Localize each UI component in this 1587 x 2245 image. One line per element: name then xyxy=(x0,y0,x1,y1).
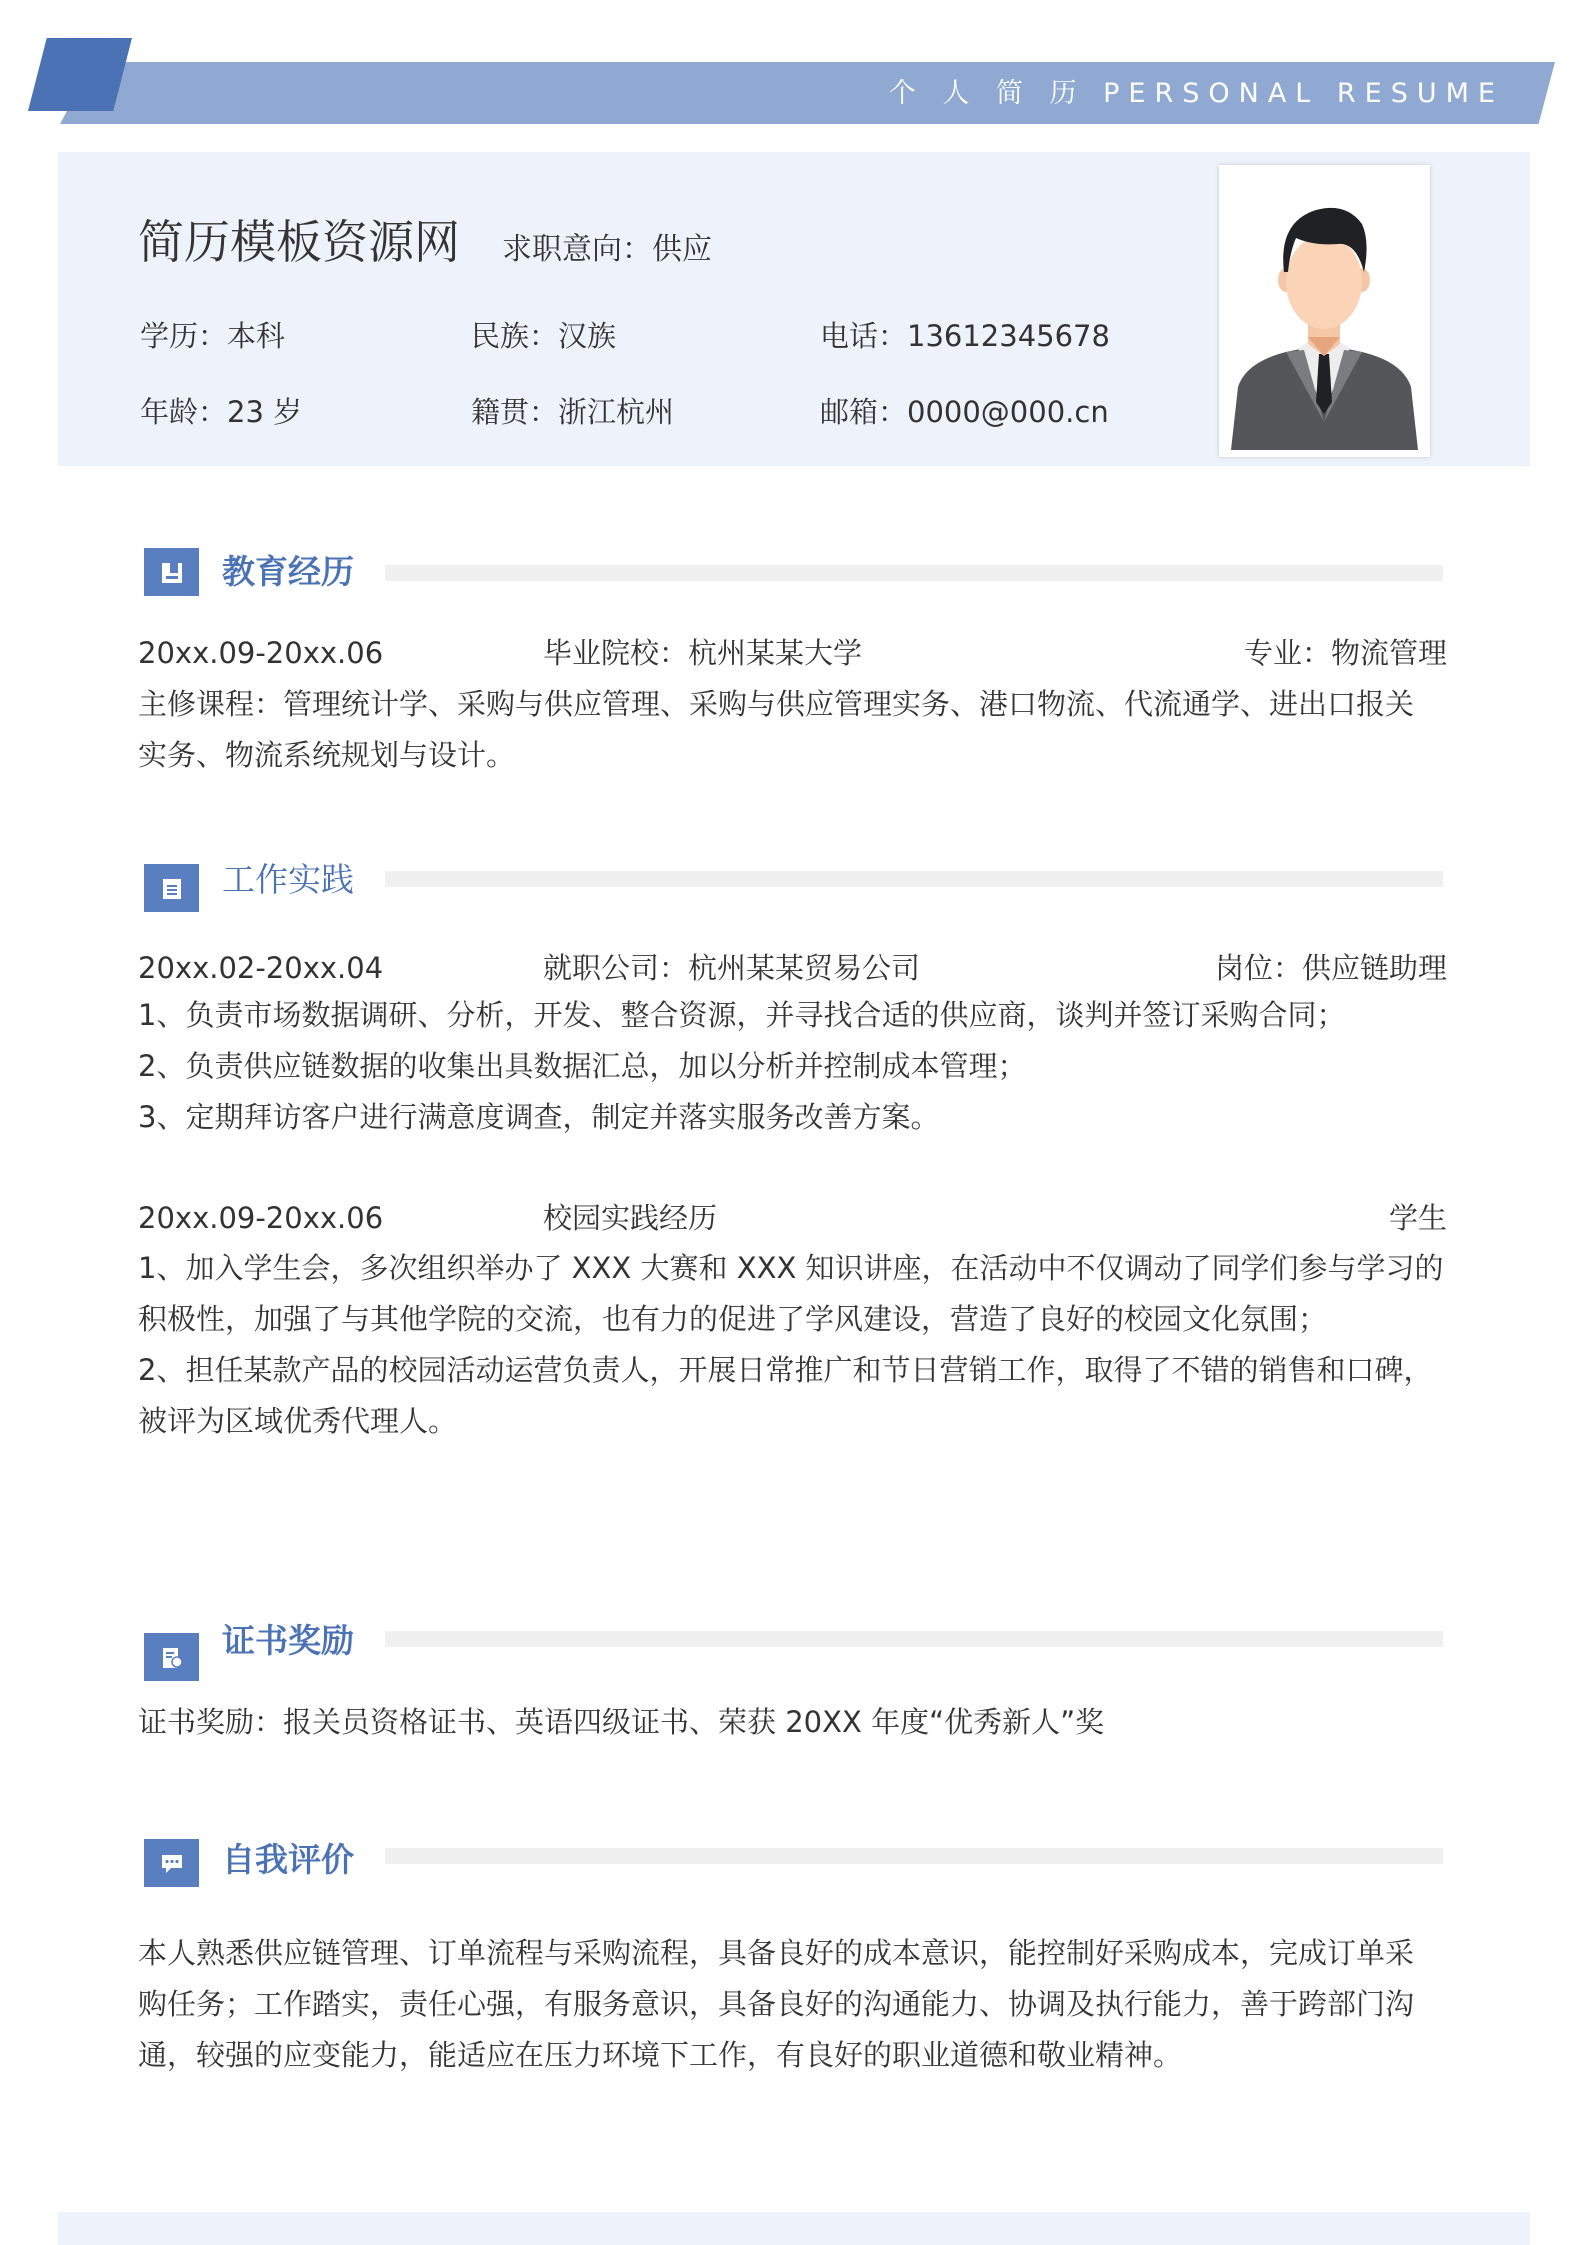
education-line: 实务、物流系统规划与设计。 xyxy=(138,738,516,772)
certificate-icon xyxy=(161,1647,183,1669)
profile-photo xyxy=(1219,165,1430,457)
education-date: 20xx.09-20xx.06 xyxy=(138,636,384,670)
ethnicity: 民族：汉族 xyxy=(471,319,617,353)
job-intent: 求职意向：供应 xyxy=(502,232,712,267)
job1-company: 就职公司：杭州某某贸易公司 xyxy=(543,951,921,985)
job2-date: 20xx.09-20xx.06 xyxy=(138,1201,384,1235)
education-major: 专业：物流管理 xyxy=(1243,636,1447,670)
education-school: 毕业院校：杭州某某大学 xyxy=(543,636,863,670)
section-divider xyxy=(385,1848,1443,1864)
self-line: 本人熟悉供应链管理、订单流程与采购流程，具备良好的成本意识，能控制好采购成本，完成订单采 xyxy=(138,1936,1415,1970)
work-section-icon xyxy=(144,864,199,912)
job1-date: 20xx.02-20xx.04 xyxy=(138,951,384,985)
age: 年龄：23 岁 xyxy=(140,395,303,429)
section-divider xyxy=(385,871,1443,887)
section-divider xyxy=(385,1631,1443,1647)
self-section-icon xyxy=(144,1839,199,1887)
chat-bubble-icon xyxy=(161,1853,183,1875)
self-line: 通，较强的应变能力，能适应在压力环境下工作，有良好的职业道德和敬业精神。 xyxy=(138,2038,1183,2072)
section-title-self: 自我评价 xyxy=(222,1840,354,1879)
job2-line: 1、加入学生会，多次组织举办了 XXX 大赛和 XXX 知识讲座，在活动中不仅调动了同学们参与学习的 xyxy=(138,1251,1444,1285)
email: 邮箱：0000@000.cn xyxy=(820,395,1109,429)
self-evaluation xyxy=(138,1928,1438,2081)
folder-icon xyxy=(161,562,183,584)
section-title-education: 教育经历 xyxy=(222,552,354,591)
job2-line: 被评为区域优秀代理人。 xyxy=(138,1404,458,1438)
education-section-icon xyxy=(144,548,199,596)
hometown: 籍贯：浙江杭州 xyxy=(471,395,675,429)
certificates-text: 证书奖励：报关员资格证书、英语四级证书、荣获 20XX 年度“优秀新人”奖 xyxy=(138,1705,1105,1739)
job2-line: 积极性，加强了与其他学院的交流，也有力的促进了学风建设，营造了良好的校园文化氛围； xyxy=(138,1302,1328,1336)
section-title-certificates: 证书奖励 xyxy=(222,1621,354,1660)
job1-line: 2、负责供应链数据的收集出具数据汇总，加以分析并控制成本管理； xyxy=(138,1049,1027,1083)
job1-line: 1、负责市场数据调研、分析，开发、整合资源，并寻找合适的供应商，谈判并签订采购合同； xyxy=(138,998,1346,1032)
education-level: 学历：本科 xyxy=(140,319,286,353)
job1-line: 3、定期拜访客户进行满意度调查，制定并落实服务改善方案。 xyxy=(138,1100,940,1134)
candidate-name: 简历模板资源网 xyxy=(138,215,460,269)
phone: 电话：13612345678 xyxy=(820,319,1110,353)
certificates-section-icon xyxy=(144,1633,199,1681)
document-icon xyxy=(161,878,183,900)
job1-duties xyxy=(138,990,1438,1143)
job1-position: 岗位：供应链助理 xyxy=(1214,951,1447,985)
job2-line: 2、担任某款产品的校园活动运营负责人，开展日常推广和节日营销工作，取得了不错的销售和口碑， xyxy=(138,1353,1433,1387)
self-line: 购任务；工作踏实，责任心强，有服务意识，具备良好的沟通能力、协调及执行能力，善于跨部门沟 xyxy=(138,1987,1415,2021)
footer-panel xyxy=(58,2212,1530,2245)
education-line: 主修课程：管理统计学、采购与供应管理、采购与供应管理实务、港口物流、代流通学、进出口报关 xyxy=(138,687,1415,721)
section-title-work: 工作实践 xyxy=(222,860,354,899)
job2-position: 学生 xyxy=(1388,1201,1447,1235)
job2-company: 校园实践经历 xyxy=(543,1201,718,1235)
education-courses xyxy=(138,679,1438,781)
banner-title: 个 人 简 历 PERSONAL RESUME xyxy=(888,78,1504,109)
section-divider xyxy=(385,565,1443,581)
avatar-icon xyxy=(1226,172,1423,450)
job2-duties xyxy=(138,1243,1444,1447)
